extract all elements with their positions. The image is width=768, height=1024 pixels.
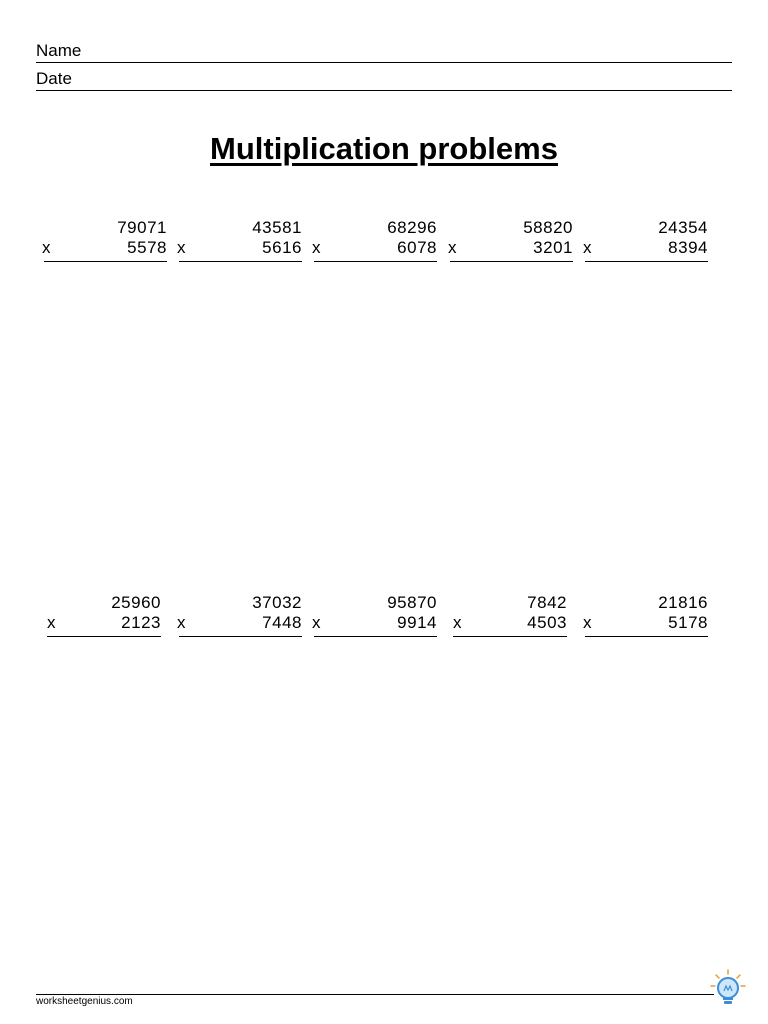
problem-bottom-number: 5578 xyxy=(127,238,167,257)
problem-6 xyxy=(47,593,161,641)
multiply-sign: x xyxy=(583,238,592,257)
problem-bottom-number: 4503 xyxy=(527,613,567,632)
problem-9 xyxy=(453,593,567,641)
problem-bottom-number: 2123 xyxy=(121,613,161,632)
answer-line[interactable] xyxy=(179,636,302,637)
multiply-sign: x xyxy=(583,613,592,632)
name-label: Name xyxy=(36,41,82,60)
problem-1 xyxy=(42,218,167,266)
problem-top-number: 43581 xyxy=(252,218,302,237)
problem-4 xyxy=(448,218,573,266)
problem-top-number: 37032 xyxy=(252,593,302,612)
answer-line[interactable] xyxy=(450,261,573,262)
problem-top-number: 68296 xyxy=(387,218,437,237)
answer-line[interactable] xyxy=(585,261,708,262)
answer-line[interactable] xyxy=(314,636,437,637)
problem-bottom-number: 5178 xyxy=(668,613,708,632)
lightbulb-icon xyxy=(708,968,748,1008)
problem-top-number: 79071 xyxy=(117,218,167,237)
multiply-sign: x xyxy=(448,238,457,257)
answer-line[interactable] xyxy=(314,261,437,262)
date-field[interactable] xyxy=(36,69,732,91)
answer-line[interactable] xyxy=(453,636,567,637)
problem-bottom-number: 3201 xyxy=(533,238,573,257)
answer-line[interactable] xyxy=(44,261,167,262)
problem-bottom-number: 5616 xyxy=(262,238,302,257)
answer-line[interactable] xyxy=(585,636,708,637)
problem-top-number: 25960 xyxy=(111,593,161,612)
problem-top-number: 21816 xyxy=(658,593,708,612)
problem-top-number: 24354 xyxy=(658,218,708,237)
problem-bottom-number: 8394 xyxy=(668,238,708,257)
multiply-sign: x xyxy=(312,238,321,257)
problem-top-number: 95870 xyxy=(387,593,437,612)
problem-bottom-number: 7448 xyxy=(262,613,302,632)
answer-line[interactable] xyxy=(179,261,302,262)
problem-bottom-number: 9914 xyxy=(397,613,437,632)
multiply-sign: x xyxy=(177,613,186,632)
problem-bottom-number: 6078 xyxy=(397,238,437,257)
problem-3 xyxy=(312,218,437,266)
multiply-sign: x xyxy=(453,613,462,632)
multiply-sign: x xyxy=(47,613,56,632)
date-label: Date xyxy=(36,69,72,88)
problem-top-number: 7842 xyxy=(527,593,567,612)
name-field[interactable] xyxy=(36,41,732,63)
problem-7 xyxy=(177,593,302,641)
multiply-sign: x xyxy=(312,613,321,632)
footer-divider xyxy=(36,994,714,995)
problem-5 xyxy=(583,218,708,266)
multiply-sign: x xyxy=(42,238,51,257)
footer-site[interactable]: worksheetgenius.com xyxy=(36,996,133,1007)
problem-top-number: 58820 xyxy=(523,218,573,237)
multiply-sign: x xyxy=(177,238,186,257)
problem-2 xyxy=(177,218,302,266)
answer-line[interactable] xyxy=(47,636,161,637)
problem-10 xyxy=(583,593,708,641)
problem-8 xyxy=(312,593,437,641)
page-title: Multiplication problems xyxy=(210,131,558,166)
